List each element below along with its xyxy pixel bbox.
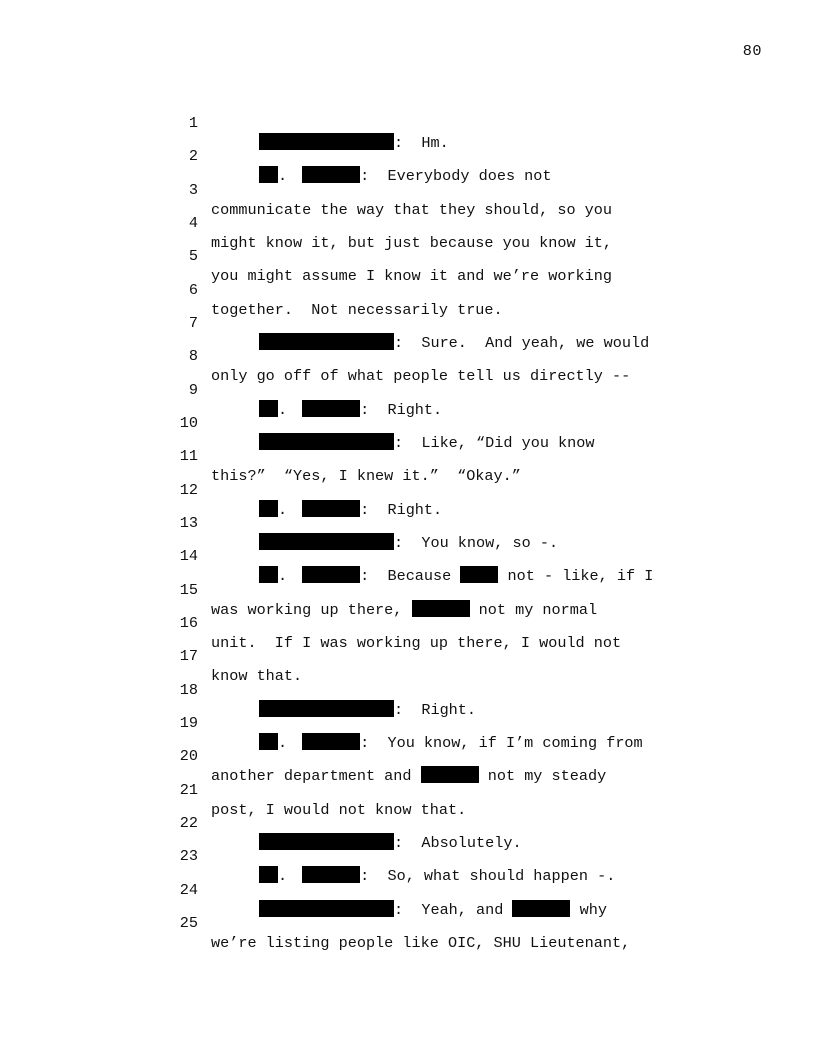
redaction-block bbox=[259, 733, 278, 750]
redaction-block bbox=[259, 500, 278, 517]
line-text: : Right. bbox=[259, 700, 476, 720]
line-text: might know it, but just because you know it, bbox=[211, 234, 613, 252]
line-text: . : Right. bbox=[259, 400, 442, 420]
line-number: 16 bbox=[179, 614, 198, 632]
line-text: know that. bbox=[211, 667, 303, 685]
redaction-block bbox=[302, 400, 360, 417]
line-text: : Hm. bbox=[259, 133, 449, 153]
line-number: 12 bbox=[179, 481, 198, 499]
line-text: we’re listing people like OIC, SHU Lieutenant, bbox=[211, 934, 631, 952]
line-number: 19 bbox=[179, 714, 198, 732]
line-number: 7 bbox=[188, 314, 198, 332]
line-text: . : You know, if I’m coming from bbox=[259, 733, 643, 753]
line-text: . : So, what should happen -. bbox=[259, 866, 615, 886]
line-number: 10 bbox=[179, 414, 198, 432]
line-text: communicate the way that they should, so you bbox=[211, 201, 613, 219]
redaction-block bbox=[302, 733, 360, 750]
redaction-block bbox=[259, 533, 394, 550]
redaction-block bbox=[302, 166, 360, 183]
line-number: 13 bbox=[179, 514, 198, 532]
line-number: 18 bbox=[179, 681, 198, 699]
redaction-block bbox=[302, 866, 360, 883]
redaction-block bbox=[302, 566, 360, 583]
line-number: 25 bbox=[179, 914, 198, 932]
line-text: : Like, “Did you know bbox=[259, 433, 595, 453]
line-number: 1 bbox=[188, 114, 198, 132]
redaction-block bbox=[259, 900, 394, 917]
page-number: 80 bbox=[742, 42, 762, 60]
line-text: : Sure. And yeah, we would bbox=[259, 333, 649, 353]
line-text: . : Everybody does not bbox=[259, 166, 552, 186]
redaction-block bbox=[412, 600, 470, 617]
line-number: 3 bbox=[188, 181, 198, 199]
line-text: this?” “Yes, I knew it.” “Okay.” bbox=[211, 467, 521, 485]
line-number: 20 bbox=[179, 747, 198, 765]
redaction-block bbox=[259, 700, 394, 717]
transcript-line bbox=[0, 93, 449, 152]
line-number: 11 bbox=[179, 447, 198, 465]
redaction-block bbox=[259, 566, 278, 583]
line-text: . : Right. bbox=[259, 500, 442, 520]
redaction-block bbox=[259, 433, 394, 450]
line-text: unit. If I was working up there, I would not bbox=[211, 634, 622, 652]
line-text: together. Not necessarily true. bbox=[211, 301, 503, 319]
line-number: 2 bbox=[188, 147, 198, 165]
line-text: only go off of what people tell us directly -- bbox=[211, 367, 631, 385]
redaction-block bbox=[259, 866, 278, 883]
line-text: : You know, so -. bbox=[259, 533, 558, 553]
line-text: you might assume I know it and we’re working bbox=[211, 267, 613, 285]
redaction-block bbox=[512, 900, 570, 917]
line-text: : Yeah, and why bbox=[259, 900, 607, 920]
redaction-block bbox=[259, 133, 394, 150]
redaction-block bbox=[259, 400, 278, 417]
line-number: 21 bbox=[179, 781, 198, 799]
line-text: another department and not my steady bbox=[211, 767, 607, 785]
line-number: 24 bbox=[179, 881, 198, 899]
line-number: 17 bbox=[179, 647, 198, 665]
redaction-block bbox=[259, 833, 394, 850]
transcript-line bbox=[0, 626, 303, 685]
redaction-block bbox=[421, 766, 479, 783]
line-number: 15 bbox=[179, 581, 198, 599]
line-number: 5 bbox=[188, 247, 198, 265]
line-number: 9 bbox=[188, 381, 198, 399]
line-number: 14 bbox=[179, 547, 198, 565]
line-text: : Absolutely. bbox=[259, 833, 522, 853]
line-number: 23 bbox=[179, 847, 198, 865]
line-number: 4 bbox=[188, 214, 198, 232]
redaction-block bbox=[460, 566, 498, 583]
redaction-block bbox=[259, 166, 278, 183]
line-number: 8 bbox=[188, 347, 198, 365]
line-number: 6 bbox=[188, 281, 198, 299]
redaction-block bbox=[302, 500, 360, 517]
redaction-block bbox=[259, 333, 394, 350]
line-text: was working up there, not my normal bbox=[211, 601, 598, 619]
line-text: . : Because not - like, if I bbox=[259, 566, 653, 586]
line-text: post, I would not know that. bbox=[211, 801, 467, 819]
line-number: 22 bbox=[179, 814, 198, 832]
